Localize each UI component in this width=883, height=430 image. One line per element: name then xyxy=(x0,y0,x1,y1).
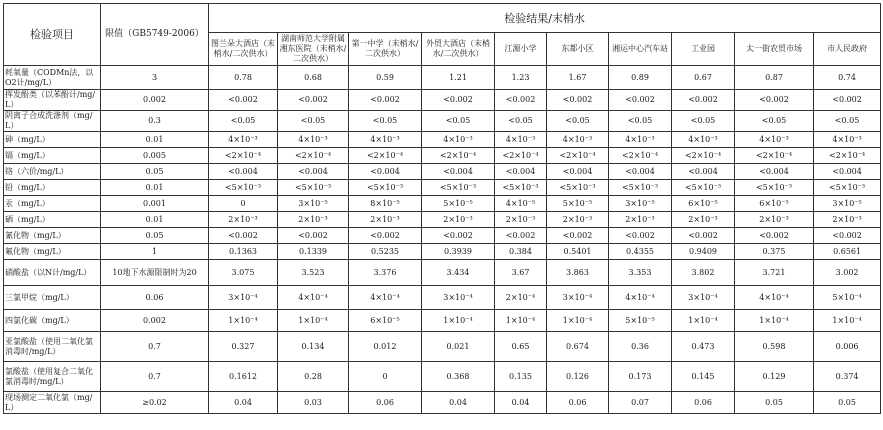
result-cell: 2×10⁻³ xyxy=(495,212,547,228)
result-cell: 2×10⁻⁴ xyxy=(495,286,547,310)
result-cell: 0.006 xyxy=(814,332,881,362)
result-cell: <0.002 xyxy=(422,228,495,244)
result-cell: <0.004 xyxy=(814,164,881,180)
result-cell: <0.004 xyxy=(672,164,735,180)
result-cell: <2×10⁻⁴ xyxy=(547,148,609,164)
result-cell: 0.1339 xyxy=(278,244,349,260)
result-cell: 5×10⁻⁵ xyxy=(422,196,495,212)
result-cell: <0.004 xyxy=(422,164,495,180)
result-cell: <0.05 xyxy=(547,111,609,132)
result-cell: 4×10⁻³ xyxy=(814,132,881,148)
header-location: 工业园 xyxy=(672,33,735,66)
table-row xyxy=(4,180,881,196)
result-cell: 4×10⁻⁴ xyxy=(609,286,672,310)
result-cell: 3.002 xyxy=(814,260,881,286)
row-item-name: 硒（mg/L） xyxy=(4,212,101,228)
result-cell: <0.002 xyxy=(209,90,278,111)
result-cell: <0.002 xyxy=(495,228,547,244)
result-cell: <5×10⁻³ xyxy=(547,180,609,196)
result-cell: 2×10⁻³ xyxy=(422,212,495,228)
result-cell: <0.05 xyxy=(209,111,278,132)
row-item-name: 氯酸盐（使用复合二氧化氯消毒时/mg/L） xyxy=(4,362,101,392)
table-row xyxy=(4,332,881,362)
result-cell: <0.002 xyxy=(278,90,349,111)
header-location: 市人民政府 xyxy=(814,33,881,66)
row-item-name: 氰化物（mg/L） xyxy=(4,228,101,244)
result-cell: 0.78 xyxy=(209,66,278,90)
result-cell: 4×10⁻³ xyxy=(209,132,278,148)
result-cell: 0.375 xyxy=(735,244,814,260)
result-cell: 0.5401 xyxy=(547,244,609,260)
result-cell: <5×10⁻³ xyxy=(672,180,735,196)
result-cell: <0.004 xyxy=(495,164,547,180)
result-cell: 4×10⁻³ xyxy=(735,132,814,148)
result-cell: 0.1612 xyxy=(209,362,278,392)
result-cell: <0.05 xyxy=(349,111,422,132)
row-limit: 3 xyxy=(101,66,209,90)
result-cell: 4×10⁻⁴ xyxy=(735,286,814,310)
row-limit: 0.002 xyxy=(101,310,209,332)
result-cell: 0.598 xyxy=(735,332,814,362)
result-cell: 3.376 xyxy=(349,260,422,286)
table-row xyxy=(4,196,881,212)
table-row xyxy=(4,286,881,310)
result-cell: 6×10⁻⁵ xyxy=(349,310,422,332)
result-cell: 0.327 xyxy=(209,332,278,362)
result-cell: 0.021 xyxy=(422,332,495,362)
row-limit: 1 xyxy=(101,244,209,260)
result-cell: 0.04 xyxy=(422,392,495,414)
row-limit: 0.001 xyxy=(101,196,209,212)
row-limit: 10地下水源限制时为20 xyxy=(101,260,209,286)
row-item-name: 三氯甲烷（mg/L） xyxy=(4,286,101,310)
result-cell: 6×10⁻⁵ xyxy=(735,196,814,212)
result-cell: 0.05 xyxy=(814,392,881,414)
result-cell: <2×10⁻⁴ xyxy=(672,148,735,164)
result-cell: <0.05 xyxy=(422,111,495,132)
result-cell: 3×10⁻⁵ xyxy=(814,196,881,212)
result-cell: 0.384 xyxy=(495,244,547,260)
result-cell: 1.67 xyxy=(547,66,609,90)
result-cell: <0.002 xyxy=(609,90,672,111)
result-cell: <2×10⁻⁴ xyxy=(814,148,881,164)
result-cell: <0.004 xyxy=(735,164,814,180)
row-item-name: 硝酸盐（以N计/mg/L） xyxy=(4,260,101,286)
result-cell: <0.002 xyxy=(349,228,422,244)
result-cell: 0.07 xyxy=(609,392,672,414)
result-cell: 3.434 xyxy=(422,260,495,286)
result-cell: 0.36 xyxy=(609,332,672,362)
result-cell: 4×10⁻³ xyxy=(422,132,495,148)
result-cell: <5×10⁻³ xyxy=(209,180,278,196)
result-cell: <0.004 xyxy=(209,164,278,180)
result-cell: 0.012 xyxy=(349,332,422,362)
result-cell: 2×10⁻³ xyxy=(349,212,422,228)
result-cell: 3×10⁻⁴ xyxy=(209,286,278,310)
result-cell: <2×10⁻⁴ xyxy=(735,148,814,164)
header-location: 太一街农贸市场 xyxy=(735,33,814,66)
result-cell: 0 xyxy=(349,362,422,392)
table-row xyxy=(4,362,881,392)
result-cell: <0.002 xyxy=(547,90,609,111)
result-cell: 3×10⁻⁵ xyxy=(278,196,349,212)
row-limit: 0.002 xyxy=(101,90,209,111)
result-cell: 0.5235 xyxy=(349,244,422,260)
result-cell: 3.721 xyxy=(735,260,814,286)
result-cell: <0.05 xyxy=(278,111,349,132)
row-limit: 0.01 xyxy=(101,180,209,196)
result-cell: <0.002 xyxy=(422,90,495,111)
table-row xyxy=(4,310,881,332)
row-limit: 0.7 xyxy=(101,332,209,362)
result-cell: 0.89 xyxy=(609,66,672,90)
result-cell: 1.21 xyxy=(422,66,495,90)
table-row xyxy=(4,111,881,132)
result-cell: <0.002 xyxy=(278,228,349,244)
result-cell: 1×10⁻⁴ xyxy=(209,310,278,332)
result-cell: 0.173 xyxy=(609,362,672,392)
result-cell: 4×10⁻⁴ xyxy=(349,286,422,310)
report-table-wrapper xyxy=(3,3,880,414)
row-item-name: 挥发酚类（以苯酚计/mg/L） xyxy=(4,90,101,111)
table-row xyxy=(4,212,881,228)
result-cell: <2×10⁻⁴ xyxy=(278,148,349,164)
header-location: 湖南师范大学附属湘东医院（末梢水/二次供水） xyxy=(278,33,349,66)
result-cell: <5×10⁻³ xyxy=(735,180,814,196)
result-cell: 4×10⁻³ xyxy=(547,132,609,148)
result-cell: <0.002 xyxy=(609,228,672,244)
result-cell: <0.002 xyxy=(349,90,422,111)
result-cell: 2×10⁻³ xyxy=(547,212,609,228)
result-cell: 4×10⁻³ xyxy=(672,132,735,148)
table-row xyxy=(4,148,881,164)
result-cell: 3.67 xyxy=(495,260,547,286)
result-cell: <0.05 xyxy=(814,111,881,132)
result-cell: <5×10⁻³ xyxy=(278,180,349,196)
table-row xyxy=(4,66,881,90)
result-cell: 4×10⁻³ xyxy=(609,132,672,148)
result-cell: <0.002 xyxy=(209,228,278,244)
result-cell: 0.06 xyxy=(547,392,609,414)
result-cell: 5×10⁻⁵ xyxy=(547,196,609,212)
row-limit: ≥0.02 xyxy=(101,392,209,414)
row-item-name: 铅（mg/L） xyxy=(4,180,101,196)
row-limit: 0.01 xyxy=(101,132,209,148)
result-cell: <0.002 xyxy=(672,228,735,244)
result-cell: <0.002 xyxy=(672,90,735,111)
result-cell: <2×10⁻⁴ xyxy=(609,148,672,164)
result-cell: <2×10⁻⁴ xyxy=(209,148,278,164)
table-row xyxy=(4,260,881,286)
result-cell: 0.129 xyxy=(735,362,814,392)
result-cell: 3×10⁻⁵ xyxy=(609,196,672,212)
header-location: 湘运中心汽车站 xyxy=(609,33,672,66)
result-cell: 2×10⁻³ xyxy=(735,212,814,228)
result-cell: <0.004 xyxy=(547,164,609,180)
result-cell: 4×10⁻⁴ xyxy=(278,286,349,310)
result-cell: 5×10⁻⁵ xyxy=(609,310,672,332)
result-cell: 0.3939 xyxy=(422,244,495,260)
row-limit: 0.7 xyxy=(101,362,209,392)
result-cell: 1×10⁻⁴ xyxy=(278,310,349,332)
result-cell: 2×10⁻³ xyxy=(609,212,672,228)
result-cell: <2×10⁻⁴ xyxy=(349,148,422,164)
result-cell: <0.05 xyxy=(609,111,672,132)
table-row xyxy=(4,392,881,414)
result-cell: 0.134 xyxy=(278,332,349,362)
result-cell: 0.135 xyxy=(495,362,547,392)
result-cell: 2×10⁻³ xyxy=(814,212,881,228)
result-cell: 0.87 xyxy=(735,66,814,90)
result-cell: 0.6561 xyxy=(814,244,881,260)
result-cell: 6×10⁻⁵ xyxy=(672,196,735,212)
result-cell: 0.68 xyxy=(278,66,349,90)
result-cell: 0.126 xyxy=(547,362,609,392)
row-limit: 0.3 xyxy=(101,111,209,132)
table-row xyxy=(4,228,881,244)
header-item: 检验项目 xyxy=(4,4,101,66)
result-cell: 0.74 xyxy=(814,66,881,90)
result-cell: 1×10⁻⁴ xyxy=(814,310,881,332)
result-cell: 0.06 xyxy=(349,392,422,414)
result-cell: <0.05 xyxy=(495,111,547,132)
result-cell: <0.002 xyxy=(547,228,609,244)
result-cell: 1×10⁻⁴ xyxy=(547,310,609,332)
header-location: 东都小区 xyxy=(547,33,609,66)
result-cell: <5×10⁻³ xyxy=(422,180,495,196)
result-cell: 0.05 xyxy=(735,392,814,414)
result-cell: 4×10⁻³ xyxy=(495,132,547,148)
header-results: 检验结果/末梢水 xyxy=(209,4,881,33)
result-cell: 5×10⁻⁴ xyxy=(814,286,881,310)
table-row xyxy=(4,164,881,180)
result-cell: 0.473 xyxy=(672,332,735,362)
table-row xyxy=(4,244,881,260)
row-item-name: 亚氯酸盐（使用二氧化氯消毒时/mg/L） xyxy=(4,332,101,362)
result-cell: 0.04 xyxy=(495,392,547,414)
result-cell: 2×10⁻³ xyxy=(209,212,278,228)
result-cell: 1×10⁻⁴ xyxy=(495,310,547,332)
result-cell: 0.04 xyxy=(209,392,278,414)
result-cell: 3.863 xyxy=(547,260,609,286)
result-cell: 3×10⁻⁴ xyxy=(672,286,735,310)
water-quality-table xyxy=(3,3,881,414)
result-cell: <5×10⁻³ xyxy=(609,180,672,196)
header-location: 江源小学 xyxy=(495,33,547,66)
result-cell: 3.802 xyxy=(672,260,735,286)
result-cell: 8×10⁻⁵ xyxy=(349,196,422,212)
result-cell: <5×10⁻³ xyxy=(814,180,881,196)
result-cell: 1×10⁻⁴ xyxy=(735,310,814,332)
row-item-name: 氟化物（mg/L） xyxy=(4,244,101,260)
result-cell: 1×10⁻⁴ xyxy=(672,310,735,332)
result-cell: <0.002 xyxy=(495,90,547,111)
row-item-name: 四氯化碳（mg/L） xyxy=(4,310,101,332)
result-cell: 0.1363 xyxy=(209,244,278,260)
result-cell: <5×10⁻³ xyxy=(349,180,422,196)
result-cell: 4×10⁻⁵ xyxy=(495,196,547,212)
result-cell: 1.23 xyxy=(495,66,547,90)
header-row-top xyxy=(4,4,881,33)
row-item-name: 耗氧量（CODMn法，以O2计/mg/L） xyxy=(4,66,101,90)
result-cell: <5×10⁻³ xyxy=(495,180,547,196)
result-cell: 0.06 xyxy=(672,392,735,414)
result-cell: <0.004 xyxy=(278,164,349,180)
result-cell: 4×10⁻³ xyxy=(278,132,349,148)
result-cell: 3.523 xyxy=(278,260,349,286)
row-item-name: 铬（六价/mg/L） xyxy=(4,164,101,180)
row-item-name: 阴离子合成洗涤剂（mg/L） xyxy=(4,111,101,132)
row-item-name: 镉（mg/L） xyxy=(4,148,101,164)
result-cell: 2×10⁻³ xyxy=(672,212,735,228)
result-cell: 0.368 xyxy=(422,362,495,392)
result-cell: 0.674 xyxy=(547,332,609,362)
result-cell: <0.002 xyxy=(814,228,881,244)
result-cell: 0.67 xyxy=(672,66,735,90)
result-cell: <2×10⁻⁴ xyxy=(422,148,495,164)
row-item-name: 汞（mg/L） xyxy=(4,196,101,212)
header-location: 第一中学（末梢水/二次供水） xyxy=(349,33,422,66)
result-cell: 4×10⁻³ xyxy=(349,132,422,148)
result-cell: <0.05 xyxy=(735,111,814,132)
result-cell: 0.9409 xyxy=(672,244,735,260)
result-cell: 0.374 xyxy=(814,362,881,392)
header-location: 图兰朵大酒店（末梢水/二次供水） xyxy=(209,33,278,66)
result-cell: <0.004 xyxy=(349,164,422,180)
table-row xyxy=(4,90,881,111)
result-cell: 0 xyxy=(209,196,278,212)
result-cell: <0.002 xyxy=(814,90,881,111)
row-limit: 0.06 xyxy=(101,286,209,310)
row-limit: 0.01 xyxy=(101,212,209,228)
result-cell: <2×10⁻⁴ xyxy=(495,148,547,164)
result-cell: <0.004 xyxy=(609,164,672,180)
result-cell: 0.65 xyxy=(495,332,547,362)
result-cell: 3.353 xyxy=(609,260,672,286)
result-cell: 2×10⁻³ xyxy=(278,212,349,228)
row-limit: 0.05 xyxy=(101,228,209,244)
result-cell: 0.59 xyxy=(349,66,422,90)
row-item-name: 现场测定二氧化氯（mg/L） xyxy=(4,392,101,414)
result-cell: 3×10⁻⁴ xyxy=(422,286,495,310)
result-cell: 0.145 xyxy=(672,362,735,392)
result-cell: 3.075 xyxy=(209,260,278,286)
table-row xyxy=(4,132,881,148)
result-cell: <0.05 xyxy=(672,111,735,132)
result-cell: 0.28 xyxy=(278,362,349,392)
result-cell: 0.4355 xyxy=(609,244,672,260)
row-limit: 0.005 xyxy=(101,148,209,164)
result-cell: 1×10⁻⁴ xyxy=(422,310,495,332)
header-location: 外贸大酒店（末梢水/二次供水） xyxy=(422,33,495,66)
result-cell: 3×10⁻⁴ xyxy=(547,286,609,310)
result-cell: <0.002 xyxy=(735,228,814,244)
row-item-name: 砷（mg/L） xyxy=(4,132,101,148)
result-cell: <0.002 xyxy=(735,90,814,111)
header-limit: 限值（GB5749-2006） xyxy=(101,4,209,66)
row-limit: 0.05 xyxy=(101,164,209,180)
result-cell: 0.03 xyxy=(278,392,349,414)
